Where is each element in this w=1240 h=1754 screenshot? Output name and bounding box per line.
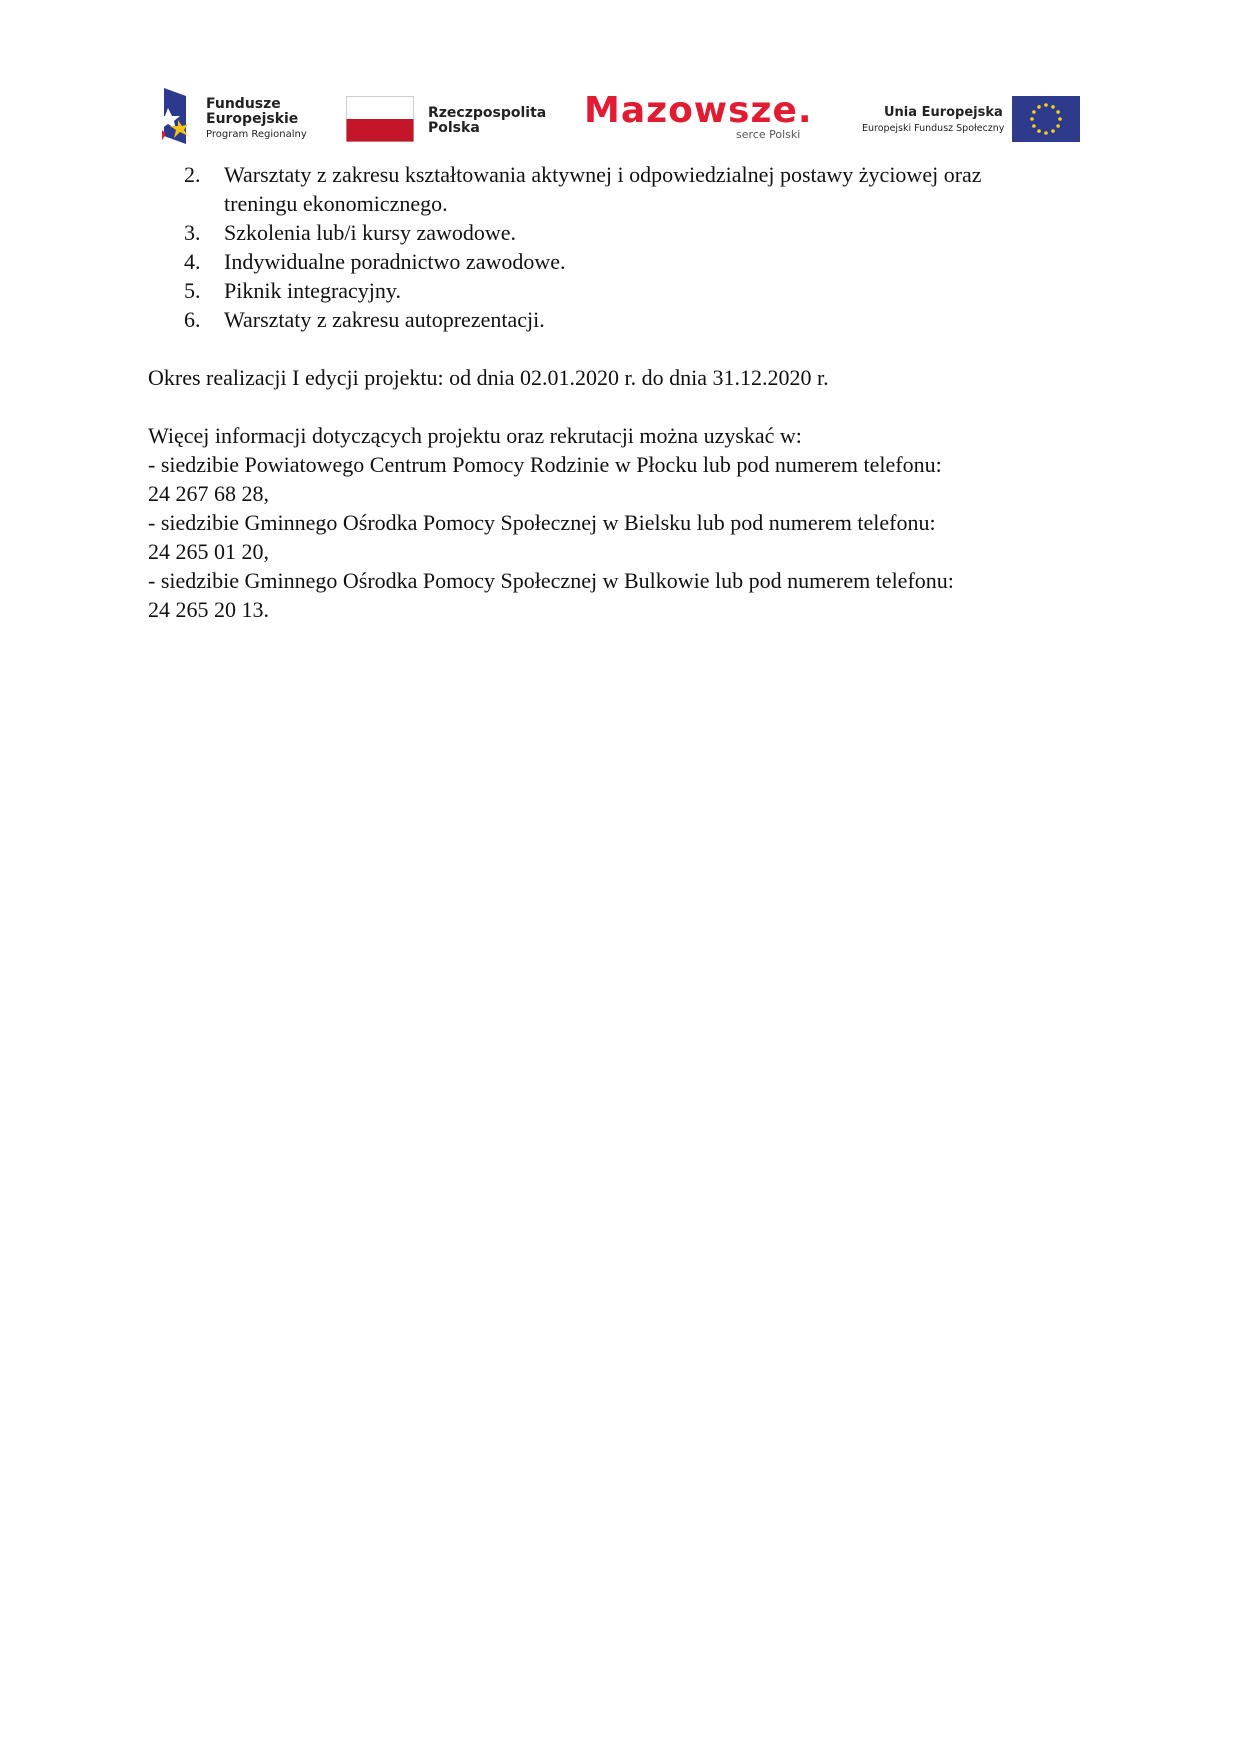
document-content bbox=[148, 160, 1108, 624]
ue-line1: Unia Europejska bbox=[884, 105, 1003, 120]
fe-line2: Europejskie bbox=[206, 111, 299, 127]
contact-phone: 24 265 01 20, bbox=[148, 539, 269, 564]
list-text: Piknik integracyjny. bbox=[224, 278, 401, 303]
spacer bbox=[148, 392, 1108, 421]
mazowsze-wordmark-icon bbox=[582, 90, 818, 130]
contact-phone: 24 267 68 28, bbox=[148, 481, 269, 506]
list-number: 4. bbox=[184, 249, 201, 274]
contact-phone: 24 265 20 13. bbox=[148, 597, 269, 622]
mazowsze-wordmark: Mazowsze. bbox=[584, 90, 813, 130]
fe-emblem-icon bbox=[160, 86, 200, 144]
list-text: Szkolenia lub/i kursy zawodowe. bbox=[224, 220, 517, 245]
contact-place: - siedzibie Gminnego Ośrodka Pomocy Społecznej w Bielsku lub pod numerem telefonu: bbox=[148, 510, 936, 535]
fe-line1: Fundusze bbox=[206, 96, 281, 112]
list-number: 6. bbox=[184, 307, 201, 332]
rp-line1: Rzeczpospolita bbox=[428, 105, 547, 121]
project-period: Okres realizacji I edycji projektu: od dnia 02.01.2020 r. do dnia 31.12.2020 r. bbox=[148, 365, 829, 390]
list-item bbox=[148, 218, 1108, 247]
logo-bar bbox=[0, 0, 1240, 160]
list-number: 3. bbox=[184, 220, 201, 245]
info-intro: Więcej informacji dotyczących projektu oraz rekrutacji można uzyskać w: bbox=[148, 423, 802, 448]
list-item bbox=[148, 276, 1108, 305]
list-text: Warsztaty z zakresu autoprezentacji. bbox=[224, 307, 545, 332]
list-item bbox=[148, 160, 1108, 218]
polish-flag-icon bbox=[346, 96, 414, 142]
list-text: Indywidualne poradnictwo zawodowe. bbox=[224, 249, 566, 274]
list-text: Warsztaty z zakresu kształtowania aktywnej i odpowiedzialnej postawy życiowej oraz bbox=[224, 162, 982, 187]
list-item bbox=[148, 305, 1108, 334]
eu-flag-icon bbox=[1012, 96, 1080, 142]
list-number: 2. bbox=[184, 162, 201, 187]
list-text: treningu ekonomicznego. bbox=[224, 191, 448, 216]
contact-info bbox=[148, 421, 1108, 624]
contact-place: - siedzibie Powiatowego Centrum Pomocy Rodzinie w Płocku lub pod numerem telefonu: bbox=[148, 452, 942, 477]
list-number: 5. bbox=[184, 278, 201, 303]
fe-line3: Program Regionalny bbox=[206, 129, 307, 140]
mazowsze-tagline: serce Polski bbox=[736, 128, 801, 141]
contact-place: - siedzibie Gminnego Ośrodka Pomocy Społecznej w Bulkowie lub pod numerem telefonu: bbox=[148, 568, 954, 593]
rp-line2: Polska bbox=[428, 120, 480, 136]
activities-list bbox=[148, 160, 1108, 334]
spacer bbox=[148, 334, 1108, 363]
ue-line2: Europejski Fundusz Społeczny bbox=[862, 123, 1005, 134]
list-item bbox=[148, 247, 1108, 276]
